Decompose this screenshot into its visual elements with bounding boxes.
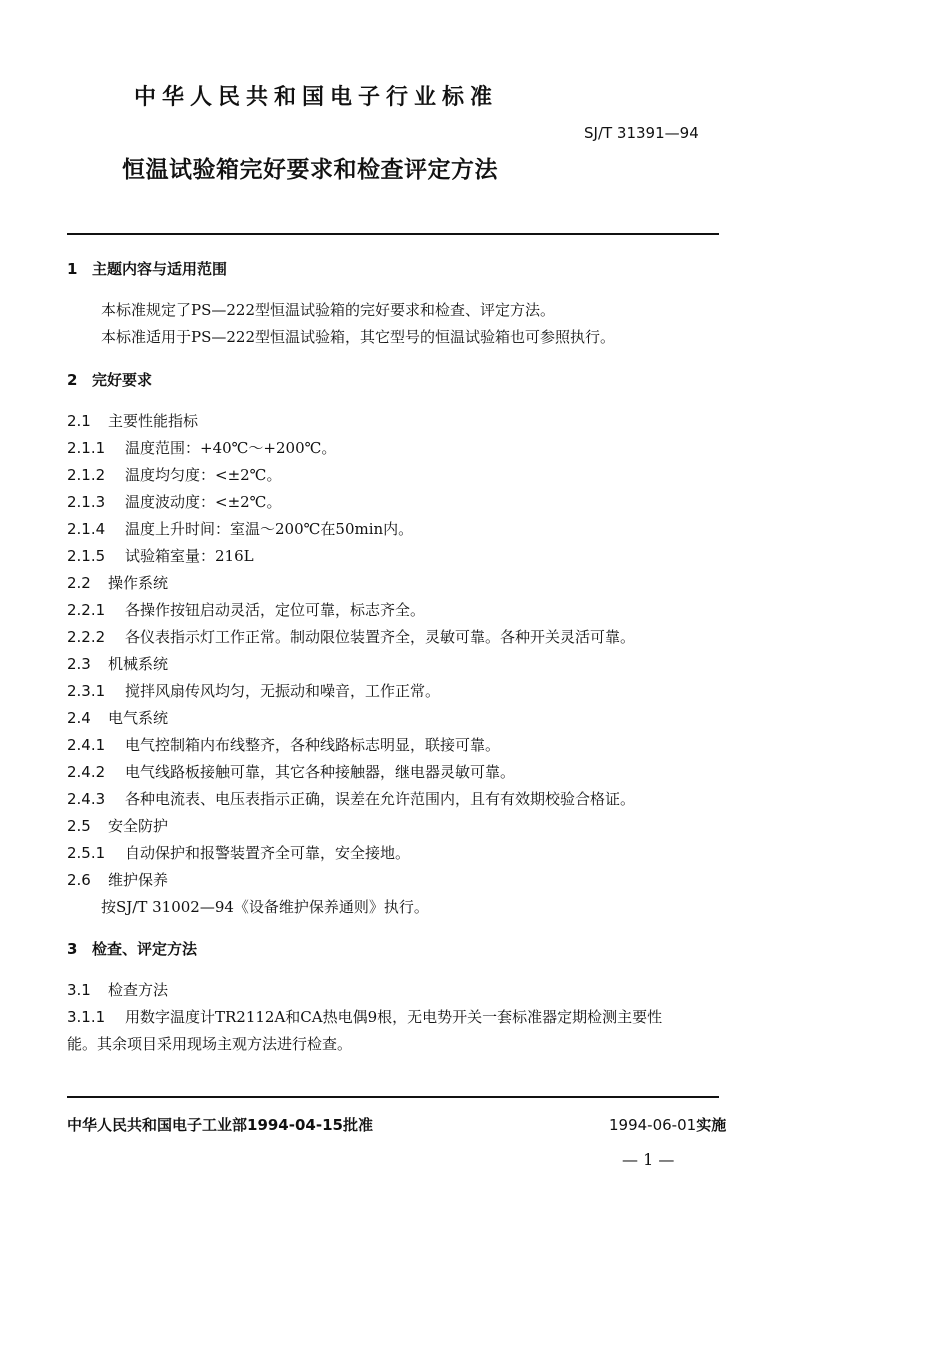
document-title: 恒温试验箱完好要求和检查评定方法	[122, 157, 498, 183]
item-number: 2.3	[67, 655, 91, 673]
item-2-2	[67, 572, 168, 593]
effective-note	[609, 1114, 726, 1135]
item-text: 检查方法	[108, 981, 169, 999]
item-text: 温度范围：+40℃～+200℃。	[125, 439, 337, 457]
item-number: 2.6	[67, 871, 91, 889]
item-number: 2.5.1	[67, 844, 106, 862]
item-2-4-2	[67, 761, 515, 782]
item-3-1	[67, 979, 168, 1000]
item-2-6-paragraph: 按SJ/T 31002—94《设备维护保养通则》执行。	[101, 898, 429, 916]
item-text: 各操作按钮启动灵活，定位可靠，标志齐全。	[125, 601, 426, 619]
standard-organization: 中华人民共和国电子行业标准	[134, 85, 499, 110]
section-2-heading	[67, 369, 152, 390]
item-2-5-1	[67, 842, 410, 863]
item-2-3	[67, 653, 168, 674]
item-number: 2.4.2	[67, 763, 106, 781]
item-text: 温度上升时间：室温～200℃在50min内。	[125, 520, 414, 538]
item-number: 2.1.4	[67, 520, 106, 538]
item-text: 试验箱室量：216L	[125, 547, 254, 565]
item-2-1-3	[67, 491, 281, 512]
item-number: 2.2.2	[67, 628, 106, 646]
item-2-3-1	[67, 680, 440, 701]
item-2-1-5	[67, 545, 254, 566]
section-1-title: 主题内容与适用范围	[92, 260, 228, 278]
item-number: 2.2	[67, 574, 91, 592]
approval-note: 中华人民共和国电子工业部1994-04-15批准	[67, 1116, 373, 1134]
item-text: 机械系统	[108, 655, 169, 673]
page-number: — 1 —	[622, 1150, 675, 1169]
item-2-1-2	[67, 464, 281, 485]
item-2-6	[67, 869, 168, 890]
item-2-4-3	[67, 788, 635, 809]
item-number: 2.1.3	[67, 493, 106, 511]
section-3-title: 检查、评定方法	[92, 940, 198, 958]
item-2-1	[67, 410, 198, 431]
item-2-1-4	[67, 518, 413, 539]
section-1-paragraph-2: 本标准适用于PS—222型恒温试验箱，其它型号的恒温试验箱也可参照执行。	[101, 328, 616, 346]
item-text: 用数字温度计TR2112A和CA热电偶9根，无电势开关一套标准器定期检测主要性	[125, 1008, 663, 1026]
item-number: 3.1	[67, 981, 91, 999]
item-text: 操作系统	[108, 574, 169, 592]
section-3-heading	[67, 938, 197, 959]
item-text: 温度波动度：<±2℃。	[125, 493, 282, 511]
item-text: 电气线路板接触可靠，其它各种接触器，继电器灵敏可靠。	[125, 763, 516, 781]
item-text: 主要性能指标	[108, 412, 199, 430]
item-2-1-1	[67, 437, 336, 458]
item-2-2-2	[67, 626, 635, 647]
item-number: 2.5	[67, 817, 91, 835]
item-3-1-1-continuation: 能。其余项目采用现场主观方法进行检查。	[67, 1035, 353, 1053]
effective-date: 1994-06-01	[609, 1116, 697, 1134]
header-divider	[67, 233, 719, 235]
footer-divider	[67, 1096, 719, 1098]
item-text: 电气系统	[108, 709, 169, 727]
item-number: 2.1	[67, 412, 91, 430]
item-number: 3.1.1	[67, 1008, 106, 1026]
effective-label: 实施	[696, 1116, 727, 1134]
item-3-1-1	[67, 1006, 662, 1027]
section-1-paragraph-1: 本标准规定了PS—222型恒温试验箱的完好要求和检查、评定方法。	[101, 301, 556, 319]
item-number: 2.1.1	[67, 439, 106, 457]
item-number: 2.2.1	[67, 601, 106, 619]
section-1-heading	[67, 258, 227, 279]
item-number: 2.4	[67, 709, 91, 727]
item-text: 各种电流表、电压表指示正确，误差在允许范围内，且有有效期校验合格证。	[125, 790, 636, 808]
item-text: 安全防护	[108, 817, 169, 835]
section-2-number: 2	[67, 371, 78, 389]
item-text: 搅拌风扇传风均匀，无振动和噪音，工作正常。	[125, 682, 441, 700]
item-number: 2.4.3	[67, 790, 106, 808]
section-3-number: 3	[67, 940, 78, 958]
item-text: 自动保护和报警装置齐全可靠，安全接地。	[125, 844, 411, 862]
item-number: 2.1.2	[67, 466, 106, 484]
section-2-title: 完好要求	[92, 371, 153, 389]
item-2-5	[67, 815, 168, 836]
item-2-4-1	[67, 734, 500, 755]
item-text: 温度均匀度：<±2℃。	[125, 466, 282, 484]
item-2-2-1	[67, 599, 425, 620]
standard-code: SJ/T 31391—94	[584, 124, 699, 142]
item-number: 2.3.1	[67, 682, 106, 700]
section-1-number: 1	[67, 260, 78, 278]
item-text: 维护保养	[108, 871, 169, 889]
item-number: 2.1.5	[67, 547, 106, 565]
item-number: 2.4.1	[67, 736, 106, 754]
item-text: 各仪表指示灯工作正常。制动限位装置齐全，灵敏可靠。各种开关灵活可靠。	[125, 628, 636, 646]
item-text: 电气控制箱内布线整齐，各种线路标志明显，联接可靠。	[125, 736, 501, 754]
item-2-4	[67, 707, 168, 728]
